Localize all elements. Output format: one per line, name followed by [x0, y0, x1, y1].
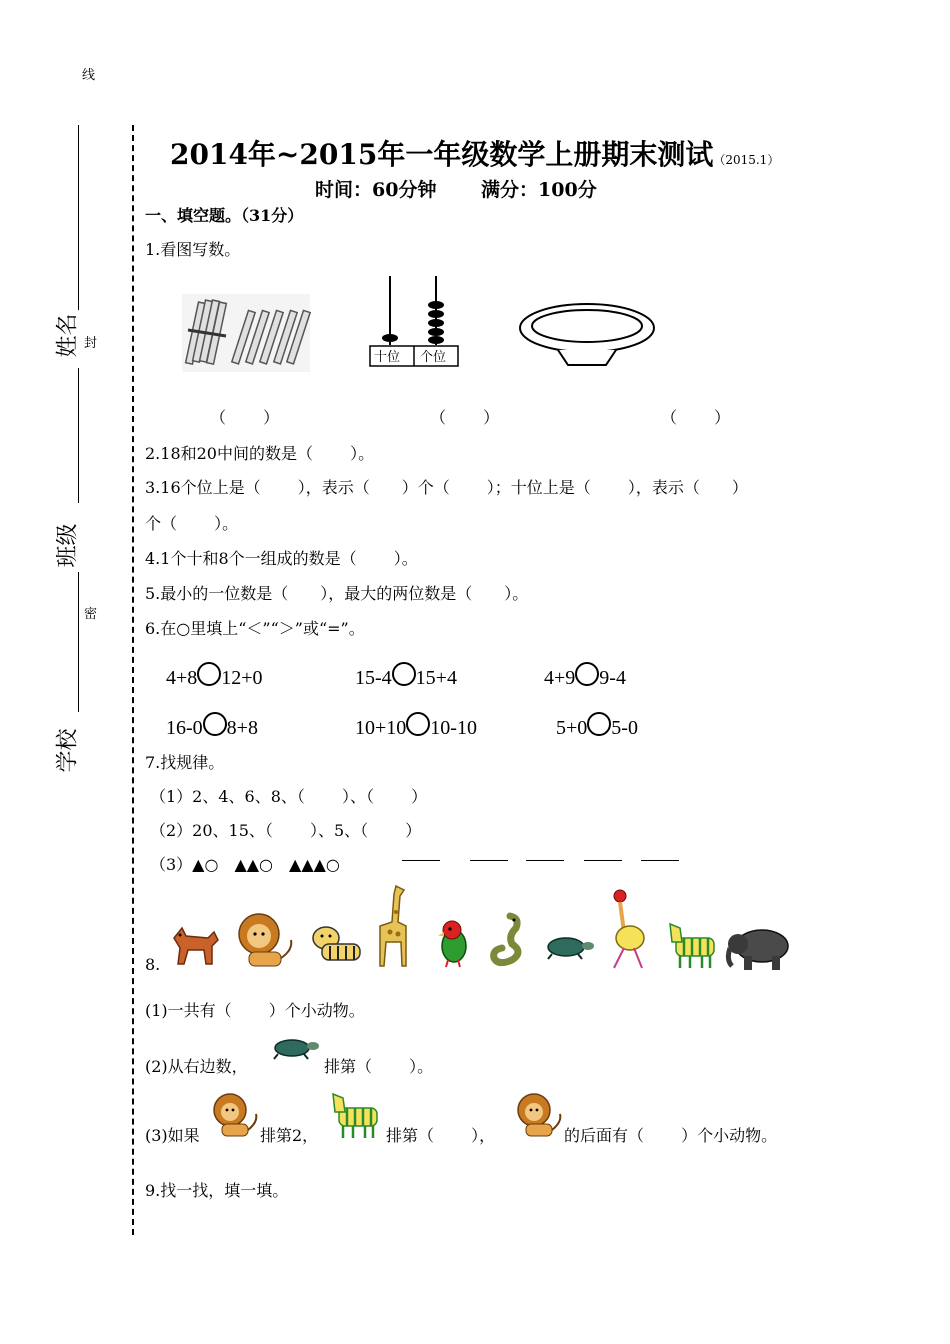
- compare-item: 4+9 9-4: [544, 662, 626, 690]
- class-write-line[interactable]: [78, 368, 79, 503]
- compare-circle[interactable]: [392, 662, 416, 686]
- q7-text: 7.找规律。: [145, 753, 225, 772]
- q8-part3-b: 排第2，: [260, 1126, 319, 1145]
- compare-item: 10+10 10-10: [355, 712, 477, 740]
- q1-blank-a[interactable]: （ ）: [210, 408, 280, 427]
- q1-text: 1.看图写数。: [145, 240, 241, 259]
- school-label: 学校: [55, 728, 81, 773]
- sticks-bundle-image: [182, 294, 310, 372]
- empty-plate-image: [518, 302, 658, 368]
- q6-text: 6.在○里填上“＜”“＞”或“=”。: [145, 619, 365, 638]
- pattern-blank[interactable]: [470, 860, 508, 861]
- parrot-icon: [434, 918, 474, 968]
- school-write-line[interactable]: [78, 572, 79, 712]
- q7-part2: （2）20、15、（ ）、5、（ ）: [150, 821, 422, 840]
- compare-circle[interactable]: [575, 662, 599, 686]
- q8-part3-c: 排第（ ），: [386, 1126, 496, 1145]
- compare-item: 15-4 15+4: [355, 662, 457, 690]
- q8-part1: (1)一共有（ ）个小动物。: [145, 1001, 365, 1020]
- name-write-line[interactable]: [78, 125, 79, 310]
- q3-text-line1: 3.16个位上是（ ），表示（ ）个（ ）；十位上是（ ），表示（ ）: [145, 478, 748, 497]
- q8-part2-pre: (2)从右边数，: [145, 1057, 248, 1076]
- lion-icon: [210, 1092, 260, 1140]
- compare-circle[interactable]: [197, 662, 221, 686]
- q8-part2-post: 排第（ ）。: [324, 1057, 434, 1076]
- abacus-ones-label: 个位: [420, 350, 447, 365]
- zebra-icon: [664, 920, 720, 970]
- compare-item: 5+0 5-0: [556, 712, 638, 740]
- q8-part3-a: (3)如果: [145, 1126, 200, 1145]
- title-text: 2014年~2015年一年级数学上册期末测试: [170, 138, 714, 171]
- binding-dashed-line: [132, 125, 134, 1235]
- q8-number: 8.: [145, 955, 161, 974]
- compare-circle[interactable]: [587, 712, 611, 736]
- q1-blank-b[interactable]: （ ）: [430, 408, 500, 427]
- lion-icon: [233, 910, 299, 970]
- q1-blank-c[interactable]: （ ）: [661, 408, 731, 427]
- q3-text-line2: 个（ ）。: [145, 514, 239, 533]
- q7-part3: （3）▲○ ▲▲○ ▲▲▲○: [150, 855, 340, 874]
- pattern-blank[interactable]: [526, 860, 564, 861]
- q8-part3-d: 的后面有（ ）个小动物。: [564, 1126, 778, 1145]
- exam-meta: 时间：60分钟 满分：100分: [315, 179, 597, 201]
- q2-text: 2.18和20中间的数是（ ）。: [145, 444, 375, 463]
- q7-part1: （1）2、4、6、8、（ ）、（ ）: [150, 787, 428, 806]
- turtle-icon: [268, 1036, 320, 1060]
- compare-circle[interactable]: [406, 712, 430, 736]
- q4-text: 4.1个十和8个一组成的数是（ ）。: [145, 549, 418, 568]
- pattern-blank[interactable]: [584, 860, 622, 861]
- pattern-blank[interactable]: [641, 860, 679, 861]
- margin-feng: 封: [84, 336, 98, 351]
- elephant-icon: [726, 926, 792, 972]
- fox-icon: [168, 918, 220, 968]
- title-date: （2015.1）: [713, 153, 780, 167]
- compare-item: 16-0 8+8: [166, 712, 258, 740]
- turtle-icon: [540, 934, 596, 960]
- q9-text: 9.找一找，填一填。: [145, 1181, 289, 1200]
- compare-item: 4+8 12+0: [166, 662, 263, 690]
- name-label: 姓名: [55, 313, 81, 358]
- abacus-tens-label: 十位: [374, 350, 401, 365]
- giraffe-icon: [372, 882, 412, 970]
- lion-icon: [514, 1092, 564, 1140]
- snake-icon: [488, 912, 528, 968]
- zebra-icon: [327, 1092, 383, 1140]
- page-title: [170, 133, 779, 173]
- ostrich-icon: [606, 888, 650, 970]
- tiger-icon: [308, 922, 366, 968]
- class-label: 班级: [55, 523, 81, 568]
- q5-text: 5.最小的一位数是（ ），最大的两位数是（ ）。: [145, 584, 529, 603]
- pattern-blank[interactable]: [402, 860, 440, 861]
- section-title: 一、填空题。（31分）: [145, 206, 304, 225]
- margin-xian: 线: [82, 68, 96, 83]
- compare-circle[interactable]: [203, 712, 227, 736]
- margin-mi: 密: [84, 607, 98, 622]
